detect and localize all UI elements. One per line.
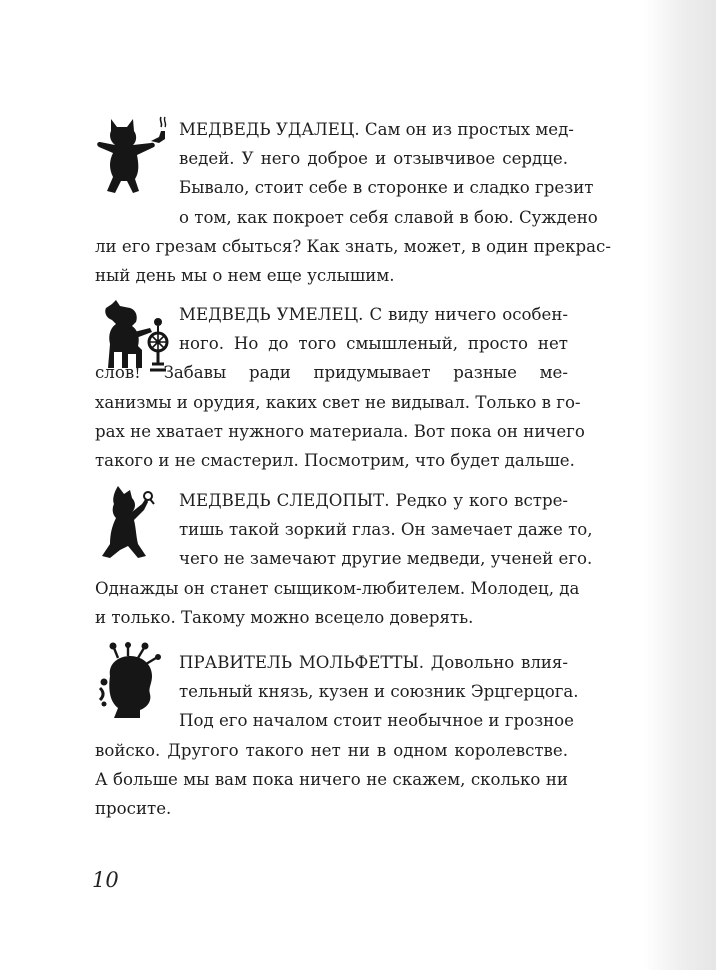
text-line: ный день мы о нем еще услышим. <box>95 266 395 286</box>
text-line: А больше мы вам пока ничего не скажем, сколько ни <box>95 769 568 789</box>
text-line: ханизмы и орудия, каких свет не видывал. Только в го- <box>95 392 581 412</box>
page-number: 10 <box>92 868 119 892</box>
text-line: чего не замечают другие медведи, ученей его. <box>179 549 593 569</box>
page-edge-shadow <box>644 0 716 970</box>
entry-bear-tracker <box>95 486 593 632</box>
text-line: слов! Забавы ради придумывает разные ме- <box>95 363 568 383</box>
text-line: просите. <box>95 799 172 819</box>
text-line: такого и не смастерил. Посмотрим, что будет дальше. <box>95 451 575 471</box>
text-line: МЕДВЕДЬ СЛЕДОПЫТ. Редко у кого встре- <box>179 491 568 510</box>
text-line: МЕДВЕДЬ УДАЛЕЦ. Сам он из простых мед- <box>179 120 574 139</box>
text-line: ли его грезам сбыться? Как знать, может, в один прекрас- <box>95 236 611 256</box>
entry-bear-daredevil <box>95 115 611 290</box>
text-line: ПРАВИТЕЛЬ МОЛЬФЕТТЫ. Довольно влия- <box>179 653 568 672</box>
text-line: рах не хватает нужного материала. Вот пока он ничего <box>95 421 585 441</box>
text-line: Однажды он станет сыщиком-любителем. Молодец, да <box>95 578 580 598</box>
entry-bear-craftsman <box>95 300 585 475</box>
entry-molfetta-ruler <box>95 648 579 823</box>
text-line: войско. Другого такого нет ни в одном королевстве. <box>95 740 568 760</box>
text-line: Бывало, стоит себе в сторонке и сладко грезит <box>179 178 594 198</box>
text-line: МЕДВЕДЬ УМЕЛЕЦ. С виду ничего особен- <box>179 305 568 324</box>
text-line: ного. Но до того смышленый, просто нет <box>179 334 568 354</box>
text-line: тельный князь, кузен и союзник Эрцгерцога. <box>179 682 579 702</box>
text-line: Под его началом стоит необычное и грозное <box>179 711 574 731</box>
text-line: и только. Такому можно всецело доверять. <box>95 607 474 627</box>
text-line: тишь такой зоркий глаз. Он замечает даже то, <box>179 520 593 540</box>
text-line: о том, как покроет себя славой в бою. Суждено <box>179 207 598 227</box>
text-line: ведей. У него доброе и отзывчивое сердце. <box>179 149 568 169</box>
